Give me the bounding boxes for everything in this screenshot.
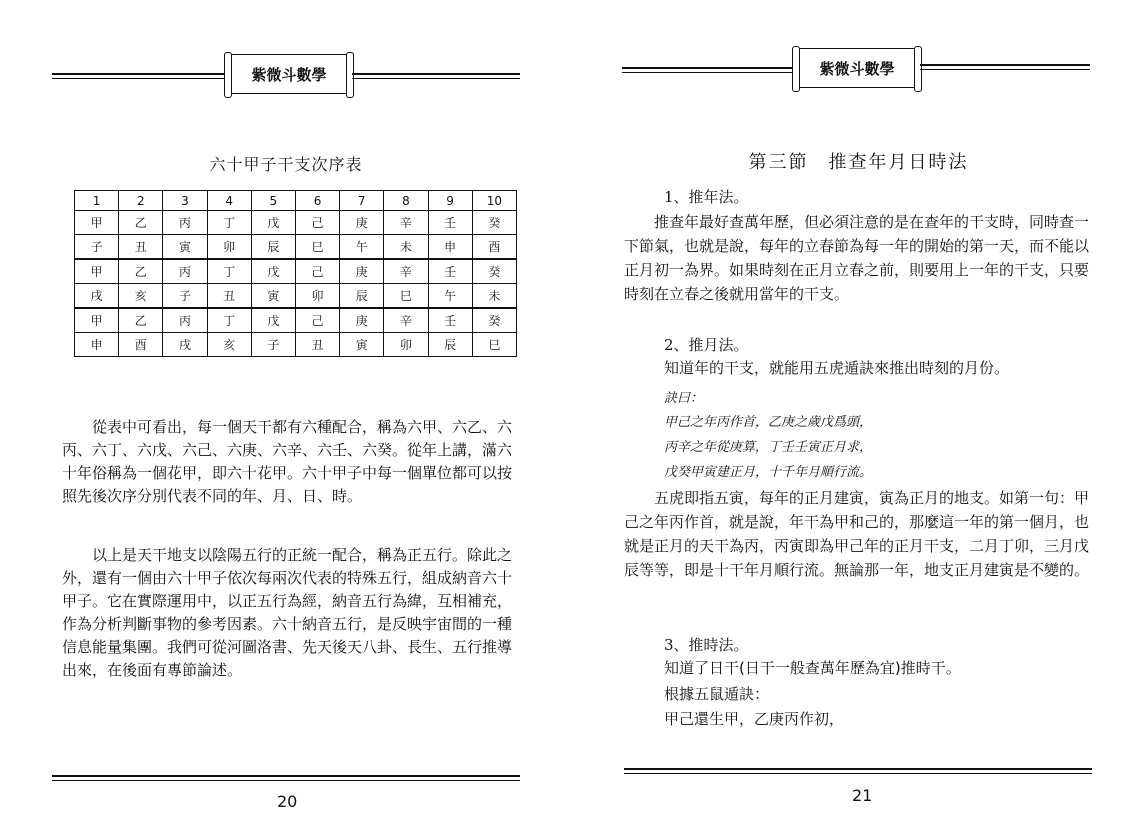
body-paragraph: 從表中可看出，每一個天干都有六種配合，稱為六甲、六乙、六丙、六丁、六戊、六己、六庚、六辛、六壬、六癸。從年上講，滿六十年俗稱為一個花甲，即六十花甲。六十甲子中每一個單位都可以按照先後次序分別代表不同的年、月、日、時。 xyxy=(62,418,513,505)
table-cell: 子 xyxy=(75,235,119,260)
body-paragraph: 知道年的干支，就能用五虎遁訣來推出時刻的月份。 xyxy=(664,359,1010,377)
left-page xyxy=(0,0,572,830)
section-title: 第三節 推查年月日時法 xyxy=(748,152,969,173)
table-cell: 辛 xyxy=(384,259,428,284)
column-header: 4 xyxy=(207,191,251,211)
table-cell: 壬 xyxy=(428,211,472,235)
table-cell: 申 xyxy=(428,235,472,260)
table-cell: 巳 xyxy=(384,284,428,309)
verse-line: 甲己之年丙作首，乙庚之歲戊爲頭， xyxy=(664,415,873,430)
body-paragraph: 以上是天干地支以陰陽五行的正統一配合，稱為正五行。除此之外，還有一個由六十甲子依次每兩次代表的特殊五行，組成納音六十甲子。它在實際運用中，以正五行為經，納音五行為緯，互相補充，作為分析判斷事物的參考因素。六十納音五行，是反映宇宙間的一種信息能量集團。我們可從河圖洛書、先天後天八卦、長生、五行推導出來，在後面有專節論述。 xyxy=(62,546,513,679)
table-cell: 丙 xyxy=(163,308,207,333)
table-cell: 卯 xyxy=(384,333,428,357)
body-paragraph: 五虎即指五寅，每年的正月建寅，寅為正月的地支。如第一句：甲己之年丙作首，就是說，年干為甲和己的，那麼這一年的第一個月，也就是正月的天干為丙，丙寅即為甲己年的正月干支，二月丁卯，三月戊辰等等，即是十干年月順行流。無論那一年，地支正月建寅是不變的。 xyxy=(624,489,1090,579)
header-rule-right xyxy=(920,64,1090,66)
footer-rule xyxy=(624,768,1092,770)
table-cell: 辛 xyxy=(384,211,428,235)
table-cell: 辰 xyxy=(251,235,295,260)
table-cell: 辛 xyxy=(384,308,428,333)
verse-line: 戊癸甲寅建正月，十千年月順行流。 xyxy=(664,465,873,480)
header-rule-right-2 xyxy=(352,78,520,79)
body-line: 甲己還生甲，乙庚丙作初， xyxy=(664,710,845,728)
table-cell: 庚 xyxy=(340,211,384,235)
table-cell: 丑 xyxy=(295,333,339,357)
sexagenary-cycle-table xyxy=(74,190,517,357)
header-title: 紫微斗數學 xyxy=(251,65,327,84)
column-header: 2 xyxy=(119,191,163,211)
column-header: 7 xyxy=(340,191,384,211)
table-cell: 寅 xyxy=(340,333,384,357)
header-rule-right xyxy=(352,73,520,75)
table-cell: 甲 xyxy=(75,308,119,333)
table-cell: 巳 xyxy=(295,235,339,260)
table-cell: 卯 xyxy=(295,284,339,309)
page-number: 20 xyxy=(277,792,298,811)
table-cell: 子 xyxy=(163,284,207,309)
body-line: 根據五鼠遁訣： xyxy=(664,685,770,703)
subsection-heading: 1、推年法。 xyxy=(664,188,749,206)
table-cell: 巳 xyxy=(472,333,516,357)
body-line: 知道了日干(日干一般查萬年歷為宜)推時干。 xyxy=(664,659,961,677)
table-cell: 庚 xyxy=(340,308,384,333)
table-cell: 申 xyxy=(75,333,119,357)
table-cell: 戊 xyxy=(251,259,295,284)
table-cell: 己 xyxy=(295,259,339,284)
table-row xyxy=(75,308,517,333)
table-cell: 寅 xyxy=(251,284,295,309)
body-paragraph: 推查年最好查萬年歷，但必須注意的是在查年的干支時，同時查一下節氣，也就是說，每年的立春節為每一年的開始的第一天，而不能以正月初一為界。如果時刻在正月立春之前，則要用上一年的干支，只要時刻在立春之後就用當年的干支。 xyxy=(624,213,1090,303)
table-row xyxy=(75,211,517,235)
table-header-row xyxy=(75,191,517,211)
table-cell: 己 xyxy=(295,308,339,333)
table-cell: 癸 xyxy=(472,308,516,333)
table-cell: 亥 xyxy=(207,333,251,357)
table-cell: 戌 xyxy=(163,333,207,357)
table-row xyxy=(75,259,517,284)
table-cell: 亥 xyxy=(119,284,163,309)
table-cell: 己 xyxy=(295,211,339,235)
header-rule-left-2 xyxy=(52,78,226,79)
footer-rule-2 xyxy=(52,780,520,781)
right-page xyxy=(572,0,1145,830)
table-cell: 乙 xyxy=(119,211,163,235)
table-cell: 酉 xyxy=(472,235,516,260)
subsection-heading: 3、推時法。 xyxy=(664,636,749,654)
table-cell: 癸 xyxy=(472,211,516,235)
table-cell: 庚 xyxy=(340,259,384,284)
table-cell: 卯 xyxy=(207,235,251,260)
page-number: 21 xyxy=(852,786,873,805)
table-cell: 午 xyxy=(340,235,384,260)
footer-rule xyxy=(52,775,520,777)
verse-line: 丙辛之年從庚算，丁壬壬寅正月求， xyxy=(664,440,873,455)
header-rule-right-2 xyxy=(920,69,1090,70)
table-row xyxy=(75,284,517,309)
verse-label: 訣曰： xyxy=(664,391,704,406)
table-cell: 乙 xyxy=(119,308,163,333)
column-header: 3 xyxy=(163,191,207,211)
header-rule-left-2 xyxy=(622,72,794,73)
table-cell: 未 xyxy=(384,235,428,260)
table-cell: 酉 xyxy=(119,333,163,357)
table-cell: 甲 xyxy=(75,211,119,235)
table-cell: 丁 xyxy=(207,259,251,284)
table-cell: 午 xyxy=(428,284,472,309)
column-header: 1 xyxy=(75,191,119,211)
table-cell: 戊 xyxy=(251,308,295,333)
header-banner xyxy=(228,54,350,94)
table-cell: 戌 xyxy=(75,284,119,309)
header-banner xyxy=(796,48,918,88)
column-header: 9 xyxy=(428,191,472,211)
table-cell: 丁 xyxy=(207,308,251,333)
subsection-heading: 2、推月法。 xyxy=(664,336,749,354)
header-title: 紫微斗數學 xyxy=(819,59,895,78)
table-cell: 丁 xyxy=(207,211,251,235)
table-cell: 辰 xyxy=(428,333,472,357)
column-header: 6 xyxy=(295,191,339,211)
table-cell: 未 xyxy=(472,284,516,309)
table-row xyxy=(75,333,517,357)
column-header: 8 xyxy=(384,191,428,211)
table-cell: 壬 xyxy=(428,259,472,284)
table-row xyxy=(75,235,517,260)
table-cell: 寅 xyxy=(163,235,207,260)
header-rule-left xyxy=(52,73,226,75)
table-cell: 丑 xyxy=(207,284,251,309)
column-header: 5 xyxy=(251,191,295,211)
table-cell: 丙 xyxy=(163,259,207,284)
table-title: 六十甲子干支次序表 xyxy=(209,155,363,174)
table-cell: 壬 xyxy=(428,308,472,333)
table-cell: 辰 xyxy=(340,284,384,309)
table-cell: 子 xyxy=(251,333,295,357)
footer-rule-2 xyxy=(624,773,1092,774)
table-cell: 癸 xyxy=(472,259,516,284)
table-cell: 丙 xyxy=(163,211,207,235)
column-header: 10 xyxy=(472,191,516,211)
table-cell: 戊 xyxy=(251,211,295,235)
header-rule-left xyxy=(622,67,794,69)
table-cell: 乙 xyxy=(119,259,163,284)
table-cell: 甲 xyxy=(75,259,119,284)
table-cell: 丑 xyxy=(119,235,163,260)
